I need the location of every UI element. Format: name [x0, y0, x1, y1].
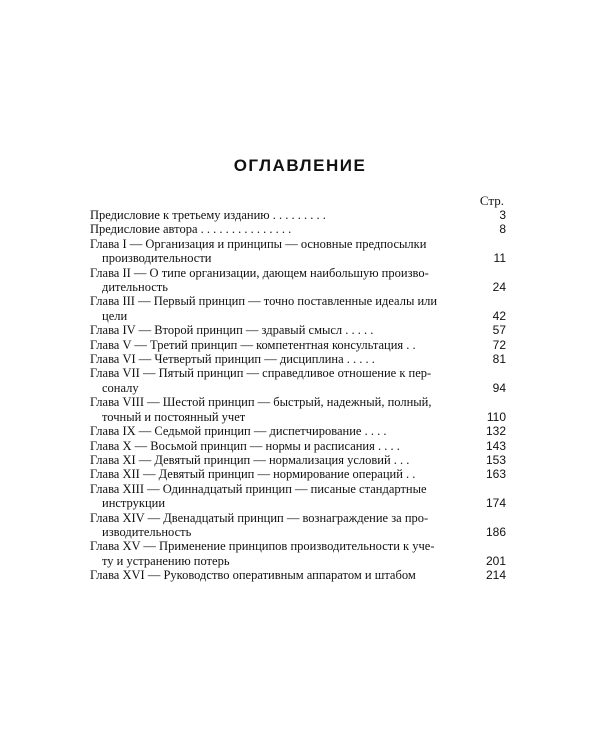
toc-entry-page-number: 201	[485, 553, 506, 568]
toc-entry	[90, 482, 506, 511]
toc-entry-title	[90, 294, 476, 323]
toc-entry-title	[90, 482, 476, 511]
toc-entry-line: изводительность	[102, 524, 192, 539]
toc-entry	[90, 467, 506, 481]
toc-entry-line: инструкции	[102, 496, 166, 511]
toc-entry	[90, 424, 506, 438]
toc-entry	[90, 352, 506, 366]
toc-entry-page-number: 8	[499, 222, 506, 237]
toc-entry	[90, 366, 506, 395]
toc-entry-page-number: 163	[485, 467, 506, 482]
toc-entry-page-number: 24	[492, 280, 506, 295]
toc-entry-line: Глава XV — Применение принципов производительности к уче-	[90, 539, 435, 554]
toc-entry-line: производительности	[102, 251, 212, 266]
toc-entry-title	[90, 539, 476, 568]
toc-entry-line: Глава XIV — Двенадцатый принцип — вознаграждение за про-	[90, 510, 429, 525]
toc-entry-title	[90, 338, 476, 352]
toc-entry-line: цели	[102, 308, 128, 323]
toc-entry-line: Глава XIII — Одиннадцатый принцип — писаные стандартные	[90, 481, 427, 496]
page-column-header: Стр.	[479, 193, 504, 208]
toc-entry	[90, 439, 506, 453]
toc-entry	[90, 511, 506, 540]
toc-entry-line: Предисловие автора . . . . . . . . . . . . . . .	[90, 222, 292, 237]
toc-entry-line: Глава VIII — Шестой принцип — быстрый, надежный, полный,	[90, 395, 432, 410]
toc-entry-line: Глава XVI — Руководство оперативным аппаратом и штабом	[90, 568, 416, 583]
toc-entry-title	[90, 222, 476, 236]
toc-entry-title	[90, 352, 476, 366]
toc-entry-line: Глава VII — Пятый принцип — справедливое отношение к пер-	[90, 366, 432, 381]
toc-entry-line: Глава III — Первый принцип — точно поставленные идеалы или	[90, 294, 438, 309]
toc-entry	[90, 294, 506, 323]
toc-entry-page-number: 94	[492, 380, 506, 395]
toc-entry-line: Глава VI — Четвертый принцип — дисциплина . . . . .	[90, 352, 375, 367]
table-of-contents	[90, 208, 506, 583]
toc-entry-line: Глава I — Организация и принципы — основные предпосылки	[90, 236, 427, 251]
toc-entry-page-number: 186	[485, 524, 506, 539]
toc-entry-title	[90, 511, 476, 540]
toc-entry-page-number: 174	[485, 496, 506, 511]
toc-entry-title	[90, 208, 476, 222]
toc-entry-line: дительность	[102, 280, 168, 295]
toc-entry-title	[90, 439, 476, 453]
toc-entry-line: точный и постоянный учет	[102, 409, 246, 424]
toc-entry-line: Глава II — О типе организации, дающем наибольшую произво-	[90, 265, 429, 280]
toc-entry-title	[90, 266, 476, 295]
toc-entry-line: ту и устранению потерь	[102, 553, 230, 568]
toc-entry-line: Глава IV — Второй принцип — здравый смысл . . . . .	[90, 323, 374, 338]
toc-entry-title	[90, 237, 476, 266]
toc-entry-title	[90, 424, 476, 438]
toc-entry	[90, 222, 506, 236]
toc-entry-line: Глава X — Восьмой принцип — нормы и расписания . . . .	[90, 438, 400, 453]
toc-entry-title	[90, 395, 476, 424]
toc-entry-line: Глава XII — Девятый принцип — нормирование операций . .	[90, 467, 416, 482]
toc-entry	[90, 568, 506, 582]
toc-entry-page-number: 42	[492, 308, 506, 323]
toc-entry-line: Предисловие к третьему изданию . . . . . . . . .	[90, 208, 326, 222]
toc-entry-page-number: 72	[492, 337, 506, 352]
toc-entry-page-number: 3	[499, 208, 506, 222]
toc-entry-line: Глава XI — Девятый принцип — нормализация условий . . .	[90, 452, 410, 467]
toc-entry-page-number: 153	[485, 452, 506, 467]
toc-entry	[90, 266, 506, 295]
toc-entry-page-number: 57	[492, 323, 506, 338]
toc-entry-line: Глава IX — Седьмой принцип — диспетчирование . . . .	[90, 424, 387, 439]
toc-entry-page-number: 11	[493, 251, 506, 266]
toc-entry-page-number: 214	[485, 568, 506, 583]
toc-entry-line: соналу	[102, 380, 139, 395]
toc-entry-title	[90, 568, 476, 582]
toc-entry-title	[90, 323, 476, 337]
toc-entry	[90, 453, 506, 467]
toc-entry	[90, 208, 506, 222]
page-title: ОГЛАВЛЕНИЕ	[233, 156, 367, 175]
toc-entry-title	[90, 366, 476, 395]
toc-entry	[90, 395, 506, 424]
toc-entry-line: Глава V — Третий принцип — компетентная консультация . .	[90, 337, 416, 352]
toc-entry	[90, 237, 506, 266]
toc-entry-page-number: 110	[486, 409, 506, 424]
toc-entry	[90, 338, 506, 352]
toc-entry-page-number: 132	[485, 424, 506, 439]
toc-entry	[90, 323, 506, 337]
toc-entry-page-number: 143	[485, 438, 506, 453]
toc-entry-title	[90, 453, 476, 467]
toc-entry-page-number: 81	[492, 352, 506, 367]
toc-entry-title	[90, 467, 476, 481]
toc-entry	[90, 539, 506, 568]
